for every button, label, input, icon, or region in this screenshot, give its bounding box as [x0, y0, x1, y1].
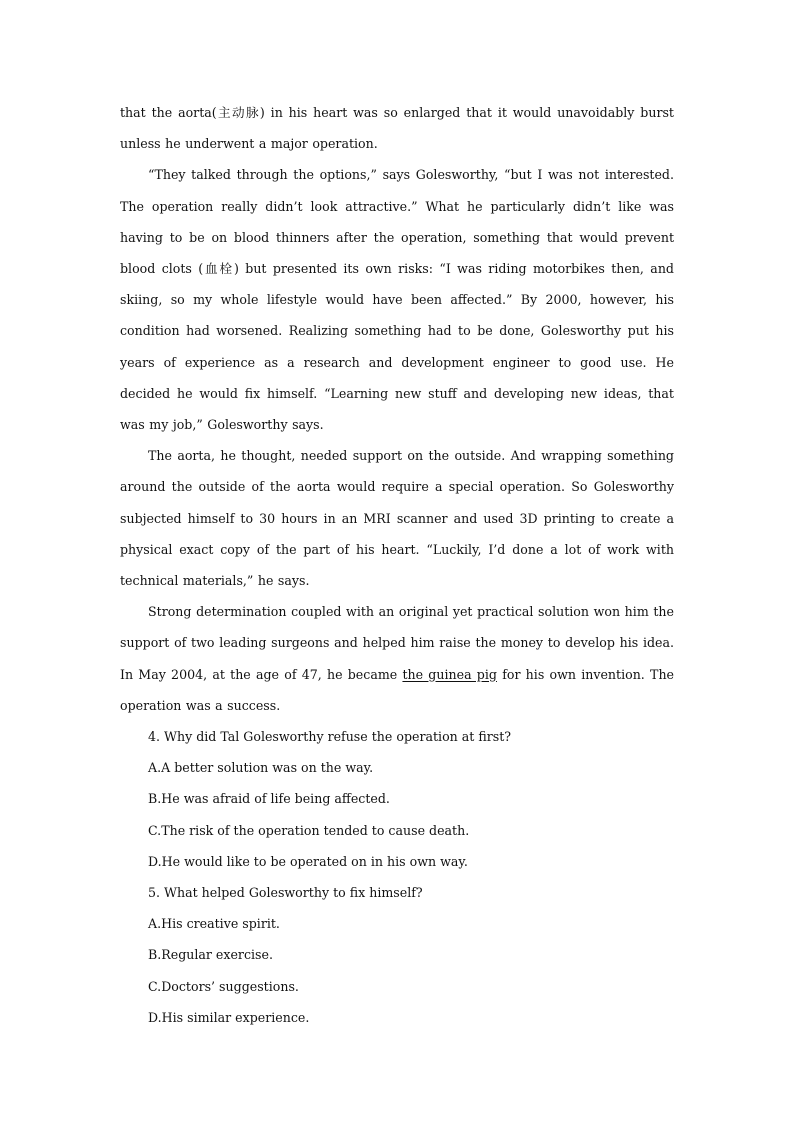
option-b: B.He was afraid of life being affected. — [148, 791, 390, 807]
option-c: C.Doctors’ suggestions. — [148, 978, 299, 994]
paragraph-4-text-start: Strong determination coupled with an original yet practical solution won him the support of two leading surgeons and helped him raise the money to develop his idea. In May 2004, at the age of 47, he became — [120, 604, 674, 682]
question-stem: 4. Why did Tal Golesworthy refuse the operation at first? — [148, 729, 512, 745]
paragraph-4-text-end: for his own invention. The operation was a success. — [120, 666, 675, 713]
option-b: B.Regular exercise. — [148, 947, 273, 963]
option-d: D.He would like to be operated on in his own way. — [148, 853, 468, 869]
option-a: A.His creative spirit. — [148, 916, 280, 932]
underlined-phrase: the guinea pig — [402, 666, 497, 682]
option-c: C.The risk of the operation tended to cause death. — [148, 822, 470, 838]
option-a: A.A better solution was on the way. — [148, 760, 374, 776]
question-5 — [120, 877, 674, 1033]
option-d: D.His similar experience. — [148, 1009, 310, 1025]
passage-paragraph-4 — [120, 596, 674, 721]
passage-paragraph-2: “They talked through the options,” says Golesworthy, “but I was not interested. The operation really didn’t look attractive.” What he particularly didn’t like was having to be on blood thinners after the operation, something that would prevent blood clots (血栓) but presented its own risks: “I was riding motorbikes then, and skiing, so my whole lifestyle would have been affected.” By 2000, however, his condition had worsened. Realizing something had to be done, Golesworthy put his years of experience as a research and development engineer to good use. He decided he would fix himself. “Learning new stuff and developing new ideas, that was my job,” Golesworthy says. — [120, 167, 674, 433]
passage-paragraph-1: that the aorta(主动脉) in his heart was so enlarged that it would unavoidably burst unless he underwent a major operation. — [120, 105, 674, 152]
document-body — [120, 97, 674, 1033]
question-stem: 5. What helped Golesworthy to fix himself? — [148, 885, 423, 901]
question-4 — [120, 721, 674, 877]
passage-paragraph-3: The aorta, he thought, needed support on the outside. And wrapping something around the outside of the aorta would require a special operation. So Golesworthy subjected himself to 30 hours in an MRI scanner and used 3D printing to create a physical exact copy of the part of his heart. “Luckily, I’d done a lot of work with technical materials,” he says. — [120, 448, 674, 589]
